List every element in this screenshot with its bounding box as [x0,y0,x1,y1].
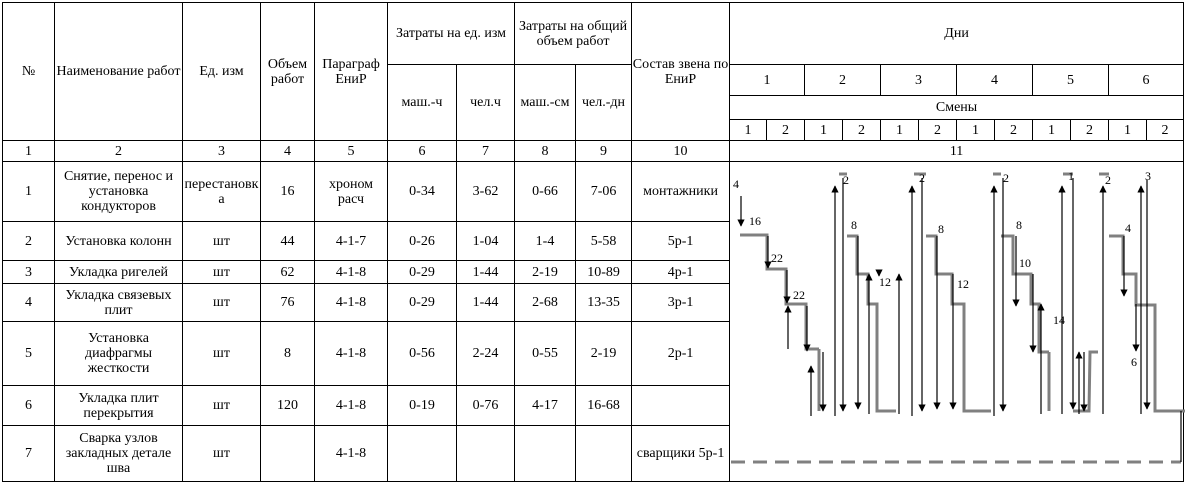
graph-label: 22 [771,251,783,265]
graph-label: 22 [793,288,805,302]
row-paragraph: 4-1-8 [315,386,388,426]
colnum-cell: 2 [55,141,183,162]
schedule-document [2,2,1184,482]
row-name: Установка диафрагмы жесткости [55,322,183,386]
row-mach-cm: 2-68 [515,284,576,322]
row-crew: 5р-1 [632,222,730,261]
shift-cell: 2 [843,120,881,141]
row-volume: 62 [261,261,315,284]
row-num: 3 [3,261,55,284]
day-cell: 5 [1033,65,1109,96]
row-unit: перестановка [183,162,261,222]
colnum-cell: 4 [261,141,315,162]
row-volume: 120 [261,386,315,426]
graph-label: 8 [851,218,857,232]
shift-cell: 1 [1033,120,1071,141]
row-num: 5 [3,322,55,386]
row-crew: 4р-1 [632,261,730,284]
row-man-days [576,426,632,482]
row-man-h: 1-44 [457,261,515,284]
row-num: 4 [3,284,55,322]
graph-label: 4 [1125,221,1131,235]
row-paragraph: хроном расч [315,162,388,222]
shift-cell: 2 [919,120,957,141]
header-crew: Состав звена по ЕниР [632,3,730,141]
row-unit: шт [183,284,261,322]
colnum-cell: 9 [576,141,632,162]
shift-cell: 2 [767,120,805,141]
row-name: Укладка связевых плит [55,284,183,322]
graph-label: 3 [1145,169,1151,183]
row-unit: шт [183,222,261,261]
header-unit: Ед. изм [183,3,261,141]
graph-label: 10 [1019,256,1031,270]
row-volume: 16 [261,162,315,222]
graph-label: 1 [1068,169,1074,183]
row-num: 6 [3,386,55,426]
row-mach-cm: 0-55 [515,322,576,386]
header-paragraph: Параграф ЕниР [315,3,388,141]
shift-cell: 1 [1109,120,1147,141]
row-num: 2 [3,222,55,261]
header-man-h: чел.ч [457,65,515,141]
row-unit: шт [183,426,261,482]
row-crew [632,386,730,426]
row-num: 7 [3,426,55,482]
row-mach-h: 0-29 [388,261,457,284]
row-man-days: 5-58 [576,222,632,261]
header-man-days: чел.-дн [576,65,632,141]
row-paragraph: 4-1-8 [315,261,388,284]
header-mach-h: маш.-ч [388,65,457,141]
row-man-h: 1-04 [457,222,515,261]
colnum-cell: 6 [388,141,457,162]
row-man-h: 1-44 [457,284,515,322]
row-mach-h: 0-26 [388,222,457,261]
header-num: № [3,3,55,141]
row-name: Снятие, перенос и установка кондукторов [55,162,183,222]
graph-label: 8 [938,222,944,236]
row-volume: 8 [261,322,315,386]
row-name: Установка колонн [55,222,183,261]
graph-area [730,162,1184,482]
row-crew: монтажники [632,162,730,222]
day-cell: 3 [881,65,957,96]
row-man-h: 3-62 [457,162,515,222]
schedule-table [2,2,1184,482]
row-paragraph: 4-1-8 [315,426,388,482]
row-volume: 76 [261,284,315,322]
row-num: 1 [3,162,55,222]
graph-label: 8 [1016,218,1022,232]
shift-cell: 1 [881,120,919,141]
row-man-h: 0-76 [457,386,515,426]
header-shifts: Смены [730,96,1184,120]
row-man-days: 13-35 [576,284,632,322]
row-paragraph: 4-1-8 [315,284,388,322]
graph-label: 16 [749,214,761,228]
row-man-days: 2-19 [576,322,632,386]
row-man-h: 2-24 [457,322,515,386]
header-name: Наименование работ [55,3,183,141]
graph-label: 12 [879,275,891,289]
colnum-cell: 5 [315,141,388,162]
day-cell: 4 [957,65,1033,96]
row-paragraph: 4-1-7 [315,222,388,261]
row-mach-cm [515,426,576,482]
row-unit: шт [183,386,261,426]
row-mach-cm: 0-66 [515,162,576,222]
graph-label: 2 [919,171,925,185]
row-mach-cm: 4-17 [515,386,576,426]
row-crew: 3р-1 [632,284,730,322]
colnum-cell: 3 [183,141,261,162]
shift-cell: 1 [957,120,995,141]
row-mach-cm: 2-19 [515,261,576,284]
row-man-h [457,426,515,482]
day-cell: 2 [805,65,881,96]
row-mach-h [388,426,457,482]
row-volume [261,426,315,482]
colnum-cell: 1 [3,141,55,162]
graph-label: 12 [957,277,969,291]
row-mach-cm: 1-4 [515,222,576,261]
colnum-cell: 7 [457,141,515,162]
graph-label: 14 [1053,313,1065,327]
colnum-cell: 10 [632,141,730,162]
header-volume: Объем работ [261,3,315,141]
day-cell: 6 [1109,65,1184,96]
graph-label: 2 [843,173,849,187]
shift-cell: 1 [730,120,767,141]
shift-cell: 1 [805,120,843,141]
table-row [3,162,1184,222]
graph-label: 4 [733,177,739,191]
row-man-days: 7-06 [576,162,632,222]
row-crew: сварщики 5р-1 [632,426,730,482]
row-man-days: 16-68 [576,386,632,426]
row-man-days: 10-89 [576,261,632,284]
row-mach-h: 0-56 [388,322,457,386]
row-name: Сварка узлов закладных детале шва [55,426,183,482]
column-number-row [3,141,1184,162]
shift-cell: 2 [1147,120,1184,141]
row-mach-h: 0-29 [388,284,457,322]
graph-label: 6 [1131,355,1137,369]
row-mach-h: 0-19 [388,386,457,426]
shift-cell: 2 [995,120,1033,141]
colnum-cell: 8 [515,141,576,162]
graph-label: 2 [1003,171,1009,185]
row-volume: 44 [261,222,315,261]
header-days: Дни [730,3,1184,65]
colnum-cell: 11 [730,141,1184,162]
row-mach-h: 0-34 [388,162,457,222]
header-cost-unit: Затраты на ед. изм [388,3,515,65]
graph-label: 2 [1105,173,1111,187]
row-name: Укладка ригелей [55,261,183,284]
row-paragraph: 4-1-8 [315,322,388,386]
row-unit: шт [183,322,261,386]
shift-cell: 2 [1071,120,1109,141]
header-cost-total: Затраты на общий объем работ [515,3,632,65]
day-cell: 1 [730,65,805,96]
row-crew: 2р-1 [632,322,730,386]
header-mach-cm: маш.-см [515,65,576,141]
row-unit: шт [183,261,261,284]
row-name: Укладка плит перекрытия [55,386,183,426]
